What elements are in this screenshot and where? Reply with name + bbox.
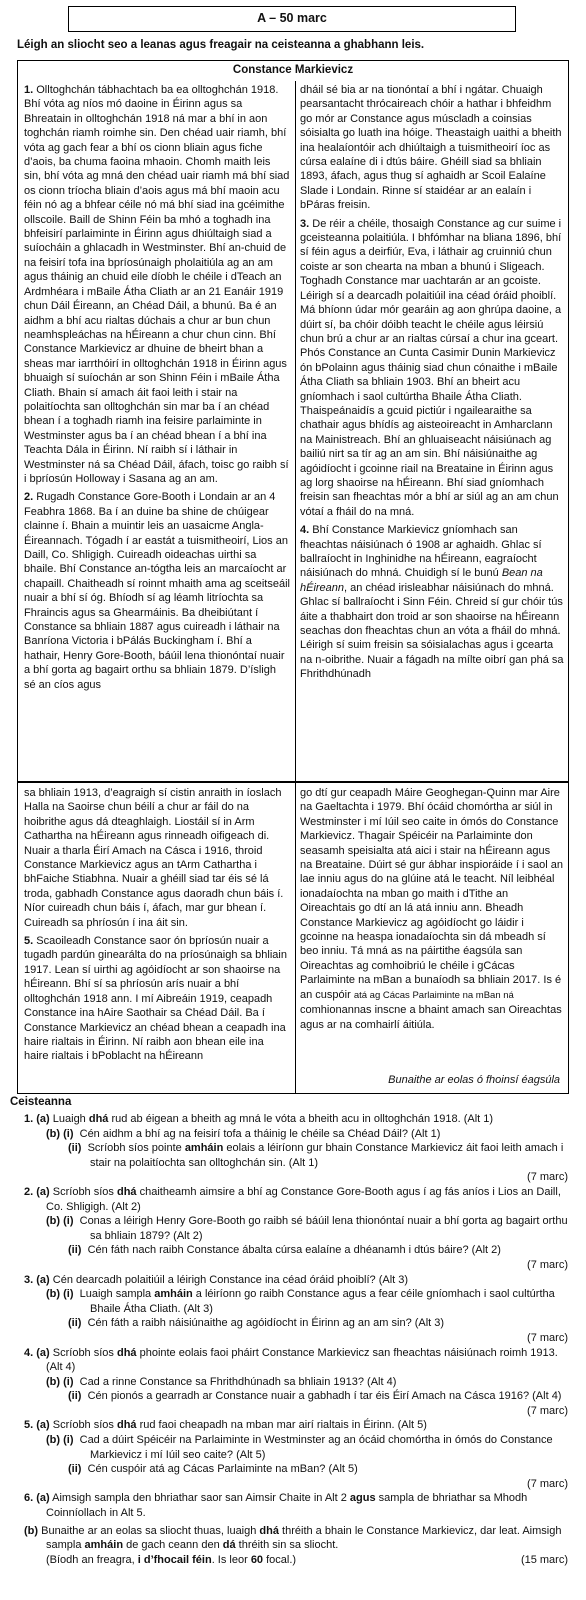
paragraph-2-continued: dháil sé bia ar na tionóntaí a bhí i ngátar. Chuaigh pearsantacht thrócaireach chóir a hathar i bhfeidhm go mór ar Constance agus múscladh a coinsias sóisialta go luath ina hóige. Theastaigh uaithi a bheith ina healaíontóir ach dhiúltaigh a tuismitheoirí íoc as cúrsa ealaíne di i dtús báire. Ghéill siad sa bhliain 1893, áfach, agus thug sí aghaidh ar Scoil Ealaíne Slade i Londain. Rinne sí staidéar ar an ealaín i bPáras freisin. bbox=[300, 84, 562, 212]
marks-label: (7 marc) bbox=[527, 1331, 568, 1344]
paragraph-text: De réir a chéile, thosaigh Constance ag cur suime i gceisteanna polaitiúla. I bhfómhar na bliana 1896, bhí sí féin agus a deirfiúr, Eva, i láthair ag cruinniú chun coiste ar son chearta na mban a bhunú i Sligeach. Toghadh Constance mar uachtarán ar an gcoiste. Léirigh sí a dearcadh polaitiúil ina céad óráid phoiblí. Má bhíonn údar mór gearáin ag aon ghrúpa daoine, a dúirt sí, ba chóir dóibh teacht le chéile agus léirsiú chun brú a chur ar an rialtas cúrsaí a chur ina gceart. Phós Constance an Cunta Casimir Dunin Markievicz ón bPolainn agus tháinig siad chun cónaithe i mBaile Átha Cliath sa bhliain 1903. Bhí an bheirt acu gníomhach i saol cultúrtha Bhaile Átha Cliath. Thaispeánaidís a gcuid pictiúr i ngailearaithe sa chathair agus bhídís ag aisteoireacht in Amharclann na Mainistreach. Bhí an ghluaiseacht náisiúnach ag bailiú nirt sa tír ag an am sin. Bhí náisiúnaithe ag agóidíocht i gcoinne riail na Breataine in Éirinn agus ag lorg shaoirse na hÉireann. Bhí siad gníomhach freisin san fheachtas mór a bhí ar siúl ag an am chun vótaí a fháil do na mná. bbox=[300, 217, 562, 518]
sub-label: (ii) bbox=[68, 1244, 82, 1257]
passage-column-2 bbox=[300, 83, 564, 686]
question-4a bbox=[10, 1346, 576, 1375]
question-text: Bunaithe ar an eolas sa sliocht thuas, luaigh bbox=[41, 1524, 260, 1537]
question-text: rud ab éigean a bheith ag mná le vóta a bheith acu in olltoghchán 1918. (Alt 1) bbox=[108, 1113, 494, 1125]
question-3b-ii bbox=[10, 1316, 576, 1331]
question-emphasis: amháin bbox=[184, 1142, 224, 1155]
sub-label: (i) bbox=[63, 1288, 74, 1301]
part-label: (a) bbox=[36, 1419, 50, 1432]
question-text: rud faoi cheapadh na mban mar airí rialtais in Éirinn. (Alt 5) bbox=[136, 1419, 427, 1432]
question-number: 1. bbox=[24, 1113, 34, 1125]
part-label: (b) bbox=[46, 1375, 61, 1388]
question-3 bbox=[10, 1273, 576, 1346]
part-label: (a) bbox=[36, 1346, 50, 1359]
column-divider bbox=[295, 81, 296, 781]
paragraph-text: Scaoileadh Constance saor ón bpríosún nuair a tugadh pardún ginearálta do na príosúnaigh sa bhliain 1917. Lean sí uirthi ag agóidíocht ar son shaoirse na hÉireann. Bhí sí sa phríosún arís nuair a bhí olltoghchán 1918 ann. I mí Aibreáin 1919, ceapadh Constance ina hAire Saothair sa Chéad Dáil. Ba í Constance Markievicz an chéad bhean a ceapadh ina haire rialtais in Éirinn. Ní raibh aon bhean eile ina haire rialtais i bPoblacht na hÉireann bbox=[24, 935, 287, 1063]
passage-box-bottom bbox=[17, 782, 569, 1094]
question-2 bbox=[10, 1185, 576, 1273]
question-text: thréith a bhain le Constance Markievicz, dar leat. Aimsigh sampla bbox=[46, 1524, 562, 1552]
question-1a bbox=[10, 1112, 576, 1127]
question-6 bbox=[10, 1491, 576, 1567]
question-6b-note bbox=[10, 1553, 576, 1568]
paragraph-number: 5. bbox=[24, 935, 34, 948]
question-text: Scríobh síos bbox=[52, 1346, 117, 1359]
question-text: phointe eolais faoi pháirt Constance Markievicz san fheachtas náisiúnach roimh 1913. (Alt 4) bbox=[46, 1346, 558, 1374]
question-text: de gach ceann den bbox=[123, 1539, 223, 1552]
passage-column-1 bbox=[24, 83, 290, 696]
questions-list bbox=[10, 1112, 576, 1567]
part-label: (b) bbox=[46, 1127, 61, 1140]
question-text: Luaigh bbox=[52, 1113, 89, 1125]
note-text: . Is leor bbox=[211, 1553, 251, 1566]
question-emphasis: dhá bbox=[116, 1419, 137, 1432]
question-text: chaitheamh aimsire a bhí ag Constance Gore-Booth agus í ag fás aníos i Lios an Daill, Co. Shligigh. (Alt 2) bbox=[46, 1185, 561, 1213]
question-emphasis: dhá bbox=[116, 1346, 137, 1359]
question-text: Cén pionós a gearradh ar Constance nuair a gabhadh í tar éis Éirí Amach na Cásca 1916? (Alt 4) bbox=[87, 1390, 562, 1403]
question-text: Cad a rinne Constance sa Fhrithdhúnadh sa bhliain 1913? (Alt 4) bbox=[79, 1375, 397, 1388]
instruction-text: Léigh an sliocht seo a leanas agus freagair na ceisteanna a ghabhann leis. bbox=[17, 39, 425, 51]
question-2a bbox=[10, 1185, 576, 1214]
question-5 bbox=[10, 1418, 576, 1491]
question-emphasis: amháin bbox=[84, 1539, 124, 1552]
paragraph-number: 4. bbox=[300, 524, 310, 537]
question-text: Scríobh síos bbox=[52, 1419, 117, 1432]
paragraph-text-small: atá ag Cácas Parlaiminte na mBan ná bbox=[353, 989, 514, 1001]
paragraph-text: Olltoghchán tábhachtach ba ea olltoghchán bbox=[36, 84, 248, 96]
note-text: (Bíodh an freagra, bbox=[46, 1553, 138, 1566]
marks-label: (7 marc) bbox=[527, 1258, 568, 1271]
paragraph-5-continued bbox=[300, 786, 564, 1032]
question-1b-ii bbox=[10, 1141, 576, 1170]
question-number: 5. bbox=[24, 1419, 34, 1432]
sub-label: (ii) bbox=[68, 1142, 82, 1155]
paragraph-4-continued: sa bhliain 1913, d’eagraigh sí cistin anraith in íoslach Halla na Saoirse chun béilí a chur ar fáil do na hoibrithe agus dá dteaghlaigh. Liostáil sí in Arm Cathartha na hÉireann agus rinneadh oifigeach di. Nuair a tharla Éirí Amach na Cásca i 1916, throid Constance Markievicz agus an tArm Cathartha i bhFaiche Stiabhna. Nuair a ghéill siad tar éis sé lá troda, gabhadh Constance agus daoradh chun báis í. Níor cuireadh chun báis í, áfach, mar gur bhean í. Cuireadh sa phríosún í ina áit sin. bbox=[24, 787, 284, 929]
question-emphasis: dhá bbox=[88, 1113, 109, 1125]
question-3b-i bbox=[10, 1287, 576, 1316]
sub-label: (i) bbox=[63, 1375, 74, 1388]
part-label: (a) bbox=[36, 1273, 50, 1286]
part-label: (a) bbox=[36, 1113, 50, 1125]
question-text: Luaigh sampla bbox=[79, 1288, 155, 1301]
question-emphasis: dhá bbox=[116, 1185, 137, 1198]
question-6a bbox=[10, 1491, 576, 1520]
question-6b bbox=[10, 1524, 576, 1553]
paragraph-5 bbox=[24, 934, 290, 1064]
part-label: (b) bbox=[46, 1288, 61, 1301]
passage-column-4 bbox=[300, 786, 564, 1036]
passage-column-3 bbox=[24, 786, 290, 1068]
question-text: Cén aidhm a bhí ag na feisirí tofa a tháinig le chéile sa Chéad Dáil? (Alt 1) bbox=[79, 1127, 441, 1140]
questions-heading: Ceisteanna bbox=[10, 1096, 72, 1108]
paragraph-3 bbox=[300, 217, 564, 520]
question-text: Cén fáth a raibh náisiúnaithe ag agóidíocht in Éirinn ag an am sin? (Alt 3) bbox=[87, 1317, 445, 1330]
part-label: (b) bbox=[24, 1524, 39, 1537]
marks-label: (7 marc) bbox=[527, 1404, 568, 1417]
question-text: Conas a léirigh Henry Gore-Booth go raibh sé báúil lena thionóntaí nuair a bhí gorta ag bagairt orthu sa bhliain 1879? (Alt 2) bbox=[79, 1215, 568, 1242]
question-1 bbox=[10, 1112, 576, 1185]
note-emphasis: 60 bbox=[250, 1553, 264, 1566]
question-4b-ii bbox=[10, 1389, 576, 1404]
question-2b-ii bbox=[10, 1243, 576, 1258]
note-text: focal.) bbox=[263, 1553, 297, 1566]
passage-title: Constance Markievicz bbox=[232, 64, 354, 76]
column-divider bbox=[295, 783, 296, 1093]
question-4 bbox=[10, 1346, 576, 1419]
question-text: eolais a léiríonn gur bhain Constance Markievicz áit faoi leith amach i stair na polaitíochta san olltoghchán sin. (Alt 1) bbox=[90, 1142, 564, 1169]
question-text: Scríobh síos bbox=[52, 1185, 117, 1198]
note-emphasis: i d’fhocail féin bbox=[137, 1553, 212, 1566]
sub-label: (ii) bbox=[68, 1463, 82, 1476]
question-number: 6. bbox=[24, 1492, 34, 1505]
sub-label: (ii) bbox=[68, 1317, 82, 1330]
question-text: Scríobh síos pointe bbox=[87, 1142, 185, 1155]
part-label: (b) bbox=[46, 1215, 61, 1228]
question-text: Cad a dúirt Spéicéir na Parlaiminte in Westminster ag an ócáid chomórtha in ómós do Constance Markievicz i mí Iúil seo caite? (Alt 5) bbox=[79, 1434, 553, 1461]
question-5b-ii bbox=[10, 1462, 576, 1477]
paragraph-number: 3. bbox=[300, 217, 310, 230]
question-text: Cén cuspóir atá ag Cácas Parlaiminte na mBan? (Alt 5) bbox=[87, 1463, 358, 1476]
question-text: Cén dearcadh polaitiúil a léirigh Constance ina céad óráid phoiblí? (Alt 3) bbox=[52, 1273, 409, 1286]
passage-box-top bbox=[17, 60, 569, 782]
question-number: 2. bbox=[24, 1185, 34, 1198]
sub-label: (i) bbox=[63, 1127, 74, 1140]
paragraph-text: , an chéad irisleabhar náisiúnach do mhná. Ghlac sí ballraíocht i Sinn Féin. Chreid sí gur chóir tús áite a thabhairt don troid ar son shaoirse na hÉireann seachas don fheachtas chun an vóta a fháil do mhná. Léirigh sí suim freisin sa sóisialachas agus i gcearta na n-oibrithe. Nuair a fágadh na mílte oibrí gan phá sa Fhrithdhúnadh bbox=[300, 581, 564, 681]
paragraph-text: 1918. Bhí vóta ag níos mó daoine in Éirinn agus sa Bhreatain in olltoghchán 1918 ná mar a bhí in aon toghchán riamh roimhe sin. Den chéad uair riamh, bhí vóta ag gach fear a bhí os cionn bliain agus fiche d’aois, ba chuma faoina mhaoin. Chomh maith leis sin, bhí vóta ag mná den chéad uair riamh má bhí siad os cionn tríocha bliain d’aois agus má bhí maoin acu féin nó ag a bhfear céile nó má bhí siad ina gcéimithe ollscoile. Baill de Shinn Féin ba mhó a toghadh ina bhfeisirí parlaiminte in Éirinn agus dhiúltaigh siad a suíocháin a ghlacadh in Westminster. Bhí an-chuid de na feisirí tofa ina bpríosúnaigh pholaitiúla ag an am agus tháinig an chuid eile díobh le chéile i dTeach an Ardmhéara i mBaile Átha Cliath ar an 21 Eanáir 1919 chun Dáil Éireann, an Chéad Dáil, a bhunú. Ba é an aidhm a bhí acu rialtas dúchais a chur ar bun chun neamhspleáchas na hÉireann a chur chun cinn. Bhí Constance Markievicz ar dhuine de bheirt bhan a sheas mar iarrthóirí in olltoghchán 1918 in Éirinn agus bhuaigh sí suíochán ar son Shinn Féin i mBaile Átha Cliath. Bhain sí amach áit faoi leith i stair na polaitíochta san olltoghchán sin mar ba í an chéad bhean í a toghadh riamh ina feisire parlaiminte in Westminster agus ba í an chéad bhean í a bhí ina Teachta Dála in Éirinn. Ní raibh sí i láthair in Westminster ná sa Chéad Dáil, áfach, toisc go raibh sí i bpríosún Holloway i Sasana ag an am. bbox=[24, 84, 290, 485]
part-label: (a) bbox=[36, 1492, 50, 1505]
question-emphasis: dhá bbox=[259, 1524, 279, 1537]
magazine-title: Bean na hÉireann bbox=[300, 567, 543, 594]
question-3a bbox=[10, 1273, 576, 1288]
question-emphasis: amháin bbox=[154, 1288, 193, 1301]
question-text: Cén fáth nach raibh Constance ábalta cúrsa ealaíne a dhéanamh i dtús báire? (Alt 2) bbox=[87, 1244, 501, 1257]
question-5b-i bbox=[10, 1433, 576, 1462]
marks-label: (15 marc) bbox=[520, 1553, 568, 1566]
question-text: Aimsigh sampla den bhriathar saor san Aimsir Chaite in Alt 2 bbox=[52, 1492, 350, 1505]
question-emphasis: agus bbox=[349, 1492, 376, 1505]
sub-label: (i) bbox=[63, 1434, 74, 1447]
paragraph-text: Rugadh Constance Gore-Booth i Londain ar an 4 Feabhra 1868. Ba í an duine ba shine de chúigear clainne í. Bhain a muintir leis an uasaicme Angla-Éireannach. Tógadh í ar eastát a tuismitheoirí, Lios an Daill, Co. Shligigh. Cuireadh oideachas uirthi sa bhaile. Bhí Constance an-tógtha leis an marcaíocht ar chapaill. Chaitheadh sí roinnt mhaith ama ag sceitseáil nuair a bhí sí óg. Bhíodh sí ag léamh litríochta sa Fhraincis agus sa Ghearmáinis. Ba dheibiútant í Constance sa bhliain 1887 agus cuireadh i láthair na Banríona Victoria i bPálás Buckingham í. Bhí a hathair, Henry Gore-Booth, báúil lena thionóntaí nuair a bhí gorta ag bagairt orthu sa bhliain 1879. D’ísligh sé an cíos agus bbox=[24, 491, 290, 691]
part-label: (b) bbox=[46, 1434, 61, 1447]
question-text: sampla de bhriathar sa Mhodh Coinníollach in Alt 5. bbox=[46, 1492, 528, 1520]
question-text: thréith sin sa sliocht. bbox=[235, 1539, 339, 1552]
marks-label: (7 marc) bbox=[527, 1171, 568, 1184]
sub-label: (ii) bbox=[68, 1390, 82, 1403]
source-note: Bunaithe ar eolas ó fhoinsí éagsúla bbox=[388, 1074, 560, 1086]
question-number: 3. bbox=[24, 1273, 34, 1286]
question-5a bbox=[10, 1418, 576, 1433]
paragraph-1 bbox=[24, 83, 290, 486]
paragraph-text: go dtí gur ceapadh Máire Geoghegan-Quinn mar Aire na Gaeltachta i 1979. Bhí ócáid chomórtha ar siúl in Westminster i mí Iúil seo caite in ómós do Constance Markievicz. Thagair Spéicéir na Parlaiminte don seasamh speisialta atá aici i stair na hÉireann agus na Breataine. Dúirt sé gur ábhar inspioráide í i saol an lae inniu agus do na glúine atá le teacht. Níl leibhéal ionadaíochta na mban go maith i dTithe an Oireachtais go dtí an lá atá inniu ann. Bheadh Constance Markievicz ag agóidíocht go láidir i gcoinne na heaspa ionadaíochta sin dá mbeadh sí beo inniu. Tá mná as na páirtithe éagsúla san Oireachtas ag comhoibriú le chéile i gCácas Parlaiminte na mBan a bunaíodh sa bhliain 2017. Is é an cuspóir bbox=[300, 787, 563, 1001]
section-header: A – 50 marc bbox=[68, 6, 516, 32]
part-label: (a) bbox=[36, 1185, 50, 1198]
paragraph-text: comhionannas inscne a bhaint amach san Oireachtas agus ar na comhairlí áitiúla. bbox=[300, 1004, 562, 1031]
question-1b-i bbox=[10, 1127, 576, 1142]
question-number: 4. bbox=[24, 1346, 34, 1359]
marks-label: (7 marc) bbox=[527, 1477, 568, 1490]
paragraph-number: 1. bbox=[24, 84, 34, 96]
question-2b-i bbox=[10, 1214, 576, 1243]
paragraph-text: Bhí Constance Markievicz gníomhach san fheachtas náisiúnach ó 1908 ar aghaidh. Ghlac sí ballraíocht in Inghinidhe na hÉireann, eagraíocht náisiúnach do mhná. Chuidigh sí le bunú bbox=[300, 524, 542, 580]
sub-label: (i) bbox=[63, 1215, 74, 1228]
question-emphasis: dá bbox=[222, 1539, 236, 1552]
question-4b-i bbox=[10, 1375, 576, 1390]
paragraph-2 bbox=[24, 490, 290, 692]
paragraph-number: 2. bbox=[24, 491, 34, 504]
paragraph-4 bbox=[300, 523, 564, 681]
question-text: a léiríonn go raibh Constance agus a fear céile gníomhach i saol cultúrtha Bhaile Átha Cliath. (Alt 3) bbox=[90, 1288, 555, 1315]
